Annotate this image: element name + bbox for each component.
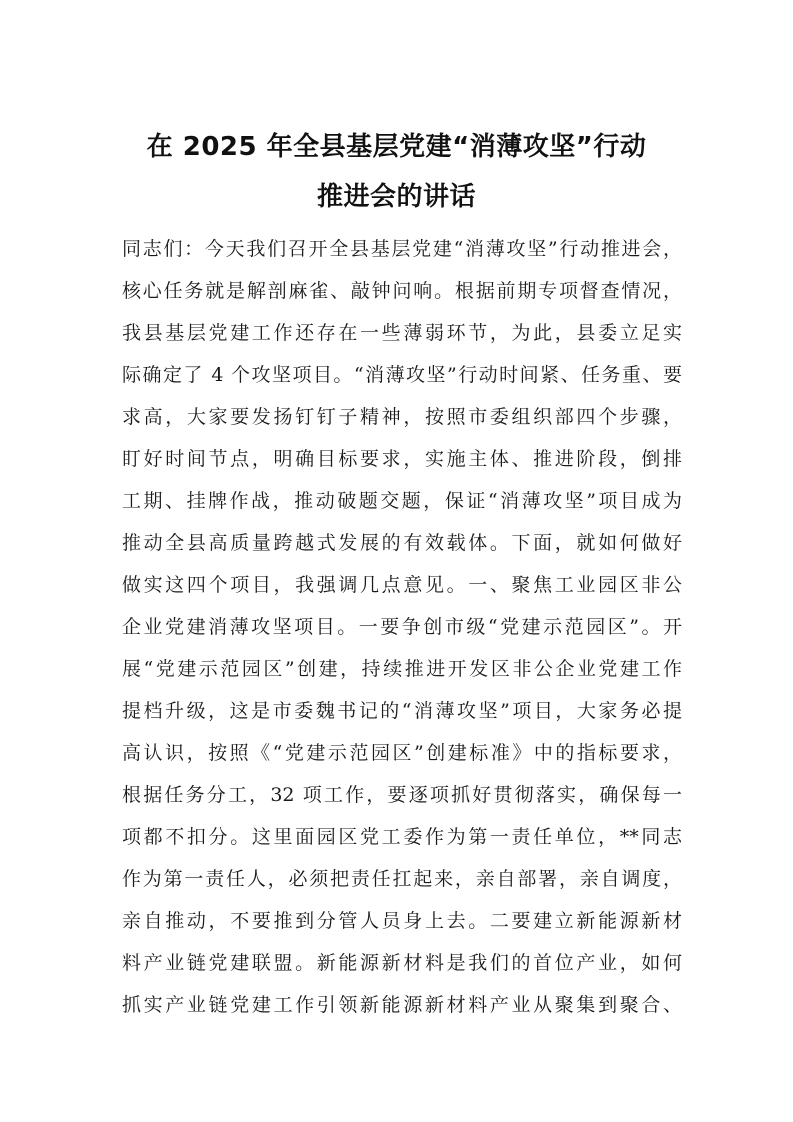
paragraph-line: 我县基层党建工作还存在一些薄弱环节，为此，县委立足实	[122, 322, 682, 344]
paragraph-line: 际确定了 4 个攻坚项目。“消薄攻坚”行动时间紧、任务重、要	[122, 364, 682, 386]
paragraph-line: 作为第一责任人，必须把责任扛起来，亲自部署，亲自调度，	[122, 868, 682, 890]
paragraph-line: 同志们：今天我们召开全县基层党建“消薄攻坚”行动推进会，	[122, 238, 682, 260]
paragraph-line: 核心任务就是解剖麻雀、敲钟问响。根据前期专项督查情况，	[122, 280, 682, 302]
paragraph-line: 根据任务分工，32 项工作，要逐项抓好贯彻落实，确保每一	[122, 784, 682, 806]
paragraph-line: 提档升级，这是市委魏书记的“消薄攻坚”项目，大家务必提	[122, 700, 682, 722]
paragraph-line: 亲自推动，不要推到分管人员身上去。二要建立新能源新材	[122, 910, 682, 932]
paragraph-line: 项都不扣分。这里面园区党工委作为第一责任单位，**同志	[122, 826, 682, 848]
paragraph-line: 抓实产业链党建工作引领新能源新材料产业从聚集到聚合、	[122, 994, 682, 1016]
paragraph-line: 求高，大家要发扬钉钉子精神，按照市委组织部四个步骤，	[122, 406, 682, 428]
paragraph-line: 工期、挂牌作战，推动破题交题，保证“消薄攻坚”项目成为	[122, 490, 682, 512]
paragraph-line: 展“党建示范园区”创建，持续推进开发区非公企业党建工作	[122, 658, 682, 680]
paragraph-line: 企业党建消薄攻坚项目。一要争创市级“党建示范园区”。开	[122, 616, 682, 638]
paragraph-line: 料产业链党建联盟。新能源新材料是我们的首位产业，如何	[122, 952, 682, 974]
document-title-line-1: 在 2025 年全县基层党建“消薄攻坚”行动	[146, 132, 647, 162]
document-title-line-2: 推进会的讲话	[316, 182, 476, 212]
paragraph-line: 推动全县高质量跨越式发展的有效载体。下面，就如何做好	[122, 532, 682, 554]
paragraph-line: 高认识，按照《“党建示范园区”创建标准》中的指标要求，	[122, 742, 682, 764]
paragraph-line: 做实这四个项目，我强调几点意见。一、聚焦工业园区非公	[122, 574, 682, 596]
paragraph-line: 盯好时间节点，明确目标要求，实施主体、推进阶段，倒排	[122, 448, 682, 470]
